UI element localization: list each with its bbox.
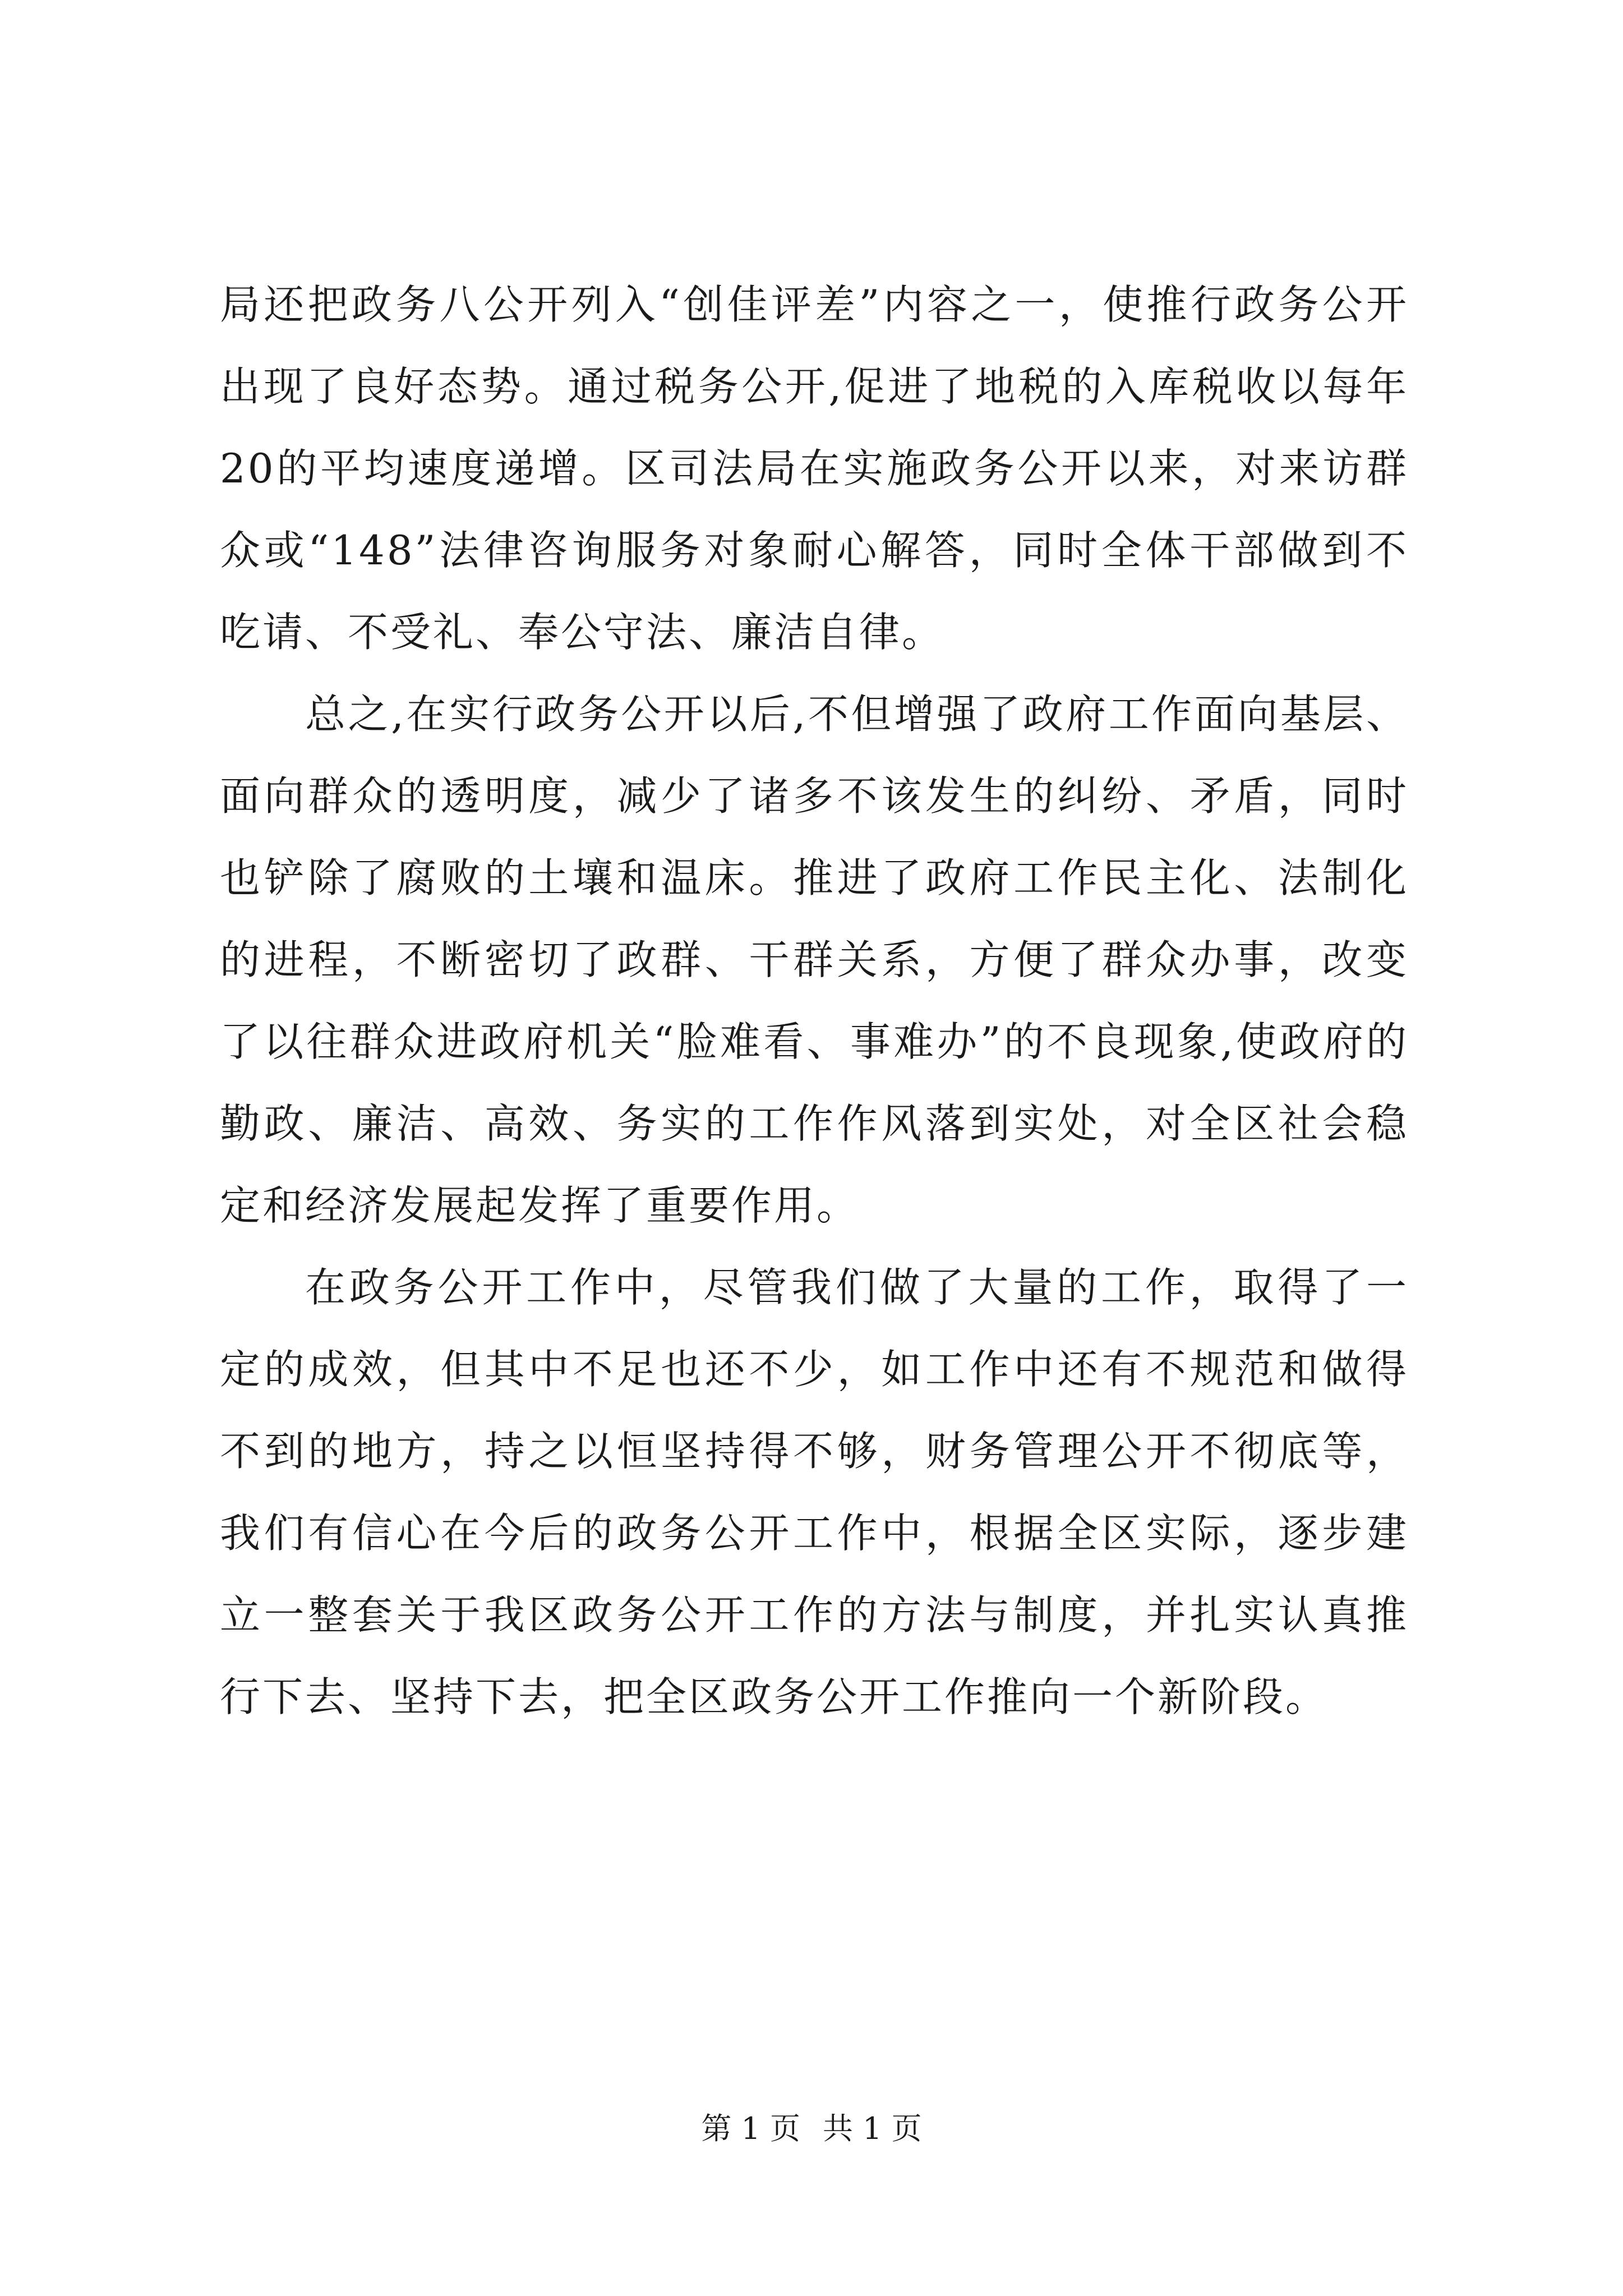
page-total-label: 共 1 页 — [823, 2111, 922, 2146]
paragraph-2: 总之,在实行政务公开以后,不但增强了政府工作面向基层、面向群众的透明度，减少了诸多不该发生的纠纷、矛盾，同时也铲除了腐败的土壤和温床。推进了政府工作民主化、法制化的进程，不断密切了政群、干群关系，方便了群众办事，改变了以往群众进政府机关“脸难看、事难办”的不良现象,使政府的勤政、廉洁、高效、务实的工作作风落到实处，对全区社会稳定和经济发展起发挥了重要作用。 — [220, 691, 1409, 1229]
document-body — [220, 264, 1409, 1738]
page-number-label: 第 1 页 — [701, 2111, 800, 2146]
page-footer — [0, 2109, 1623, 2148]
paragraph-1: 局还把政务八公开列入“创佳评差”内容之一，使推行政务公开出现了良好态势。通过税务公开,促进了地税的入库税收以每年20的平均速度递增。区司法局在实施政务公开以来，对来访群众或“148”法律咨询服务对象耐心解答，同时全体干部做到不吃请、不受礼、奉公守法、廉洁自律。 — [220, 281, 1409, 656]
paragraph-3: 在政务公开工作中，尽管我们做了大量的工作，取得了一定的成效，但其中不足也还不少，如工作中还有不规范和做得不到的地方，持之以恒坚持得不够，财务管理公开不彻底等，我们有信心在今后的政务公开工作中，根据全区实际，逐步建立一整套关于我区政务公开工作的方法与制度，并扎实认真推行下去、坚持下去，把全区政务公开工作推向一个新阶段。 — [220, 1264, 1409, 1720]
